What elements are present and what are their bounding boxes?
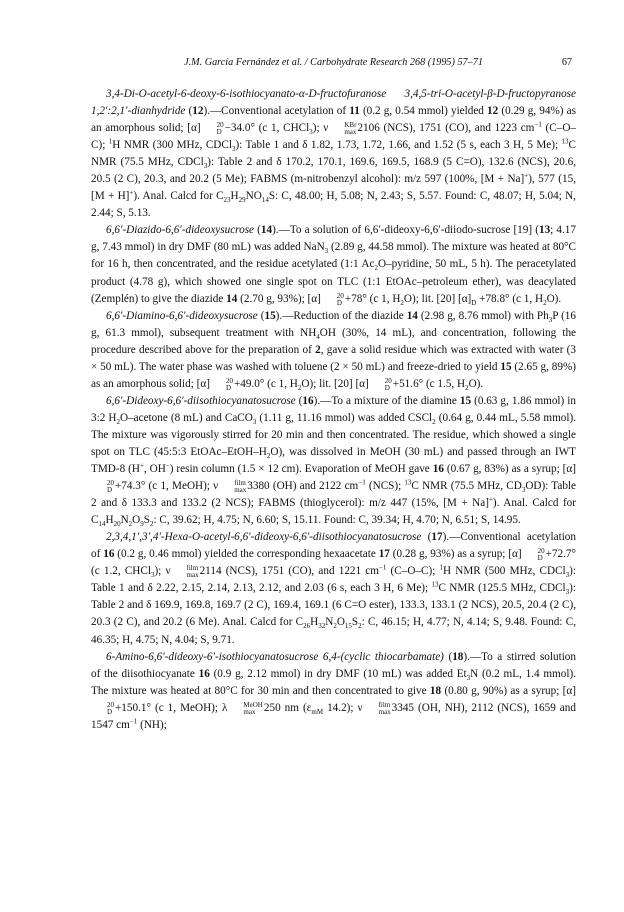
text-run: O — [336, 616, 345, 629]
text-run: 2 — [358, 622, 362, 631]
text-run: 20 — [113, 520, 121, 529]
text-run: O–pyridine, 50 mL, 5 h). The peracetylated product (4.78 g), which showed one single spot on TLC (1:1 EtOAc–petroleum ether), was deacylated (Zemplén) to give the diazide — [91, 258, 576, 305]
text-run: 11 — [349, 105, 360, 118]
text-run: max — [186, 571, 199, 580]
text-run: D — [107, 707, 113, 716]
text-run — [329, 122, 356, 136]
text-run: (C–O–C); — [91, 122, 576, 152]
text-run: +150.1° (c 1, MeOH); λ — [115, 701, 228, 714]
text-run: .—To a mixture of the diamine — [317, 394, 460, 407]
text-run: −34.0° (c 1, CHCl — [224, 122, 310, 135]
text-run: ); ν — [312, 122, 329, 135]
text-run: D — [107, 486, 113, 495]
text-run: 2114 (NCS), 1751 (CO), and 1221 cm — [199, 565, 379, 578]
text-run: −1 — [358, 478, 366, 487]
text-run — [228, 702, 262, 716]
text-run: ): Table 2 and δ 170.2, 170.1, 169.6, 169.5, 168.9 (5 C=O), 132.6 (NCS), 20.6, 20.5 (2 C), 20.3, and 20.2 (5 Me); FABMS (m-nitrobenzyl alcohol): m/z 597 (100%, [M + Na] — [91, 156, 576, 186]
text-run: 14.2); ν — [323, 701, 363, 714]
text-run: (1.11 g, 11.16 mmol) was added CSCl — [256, 411, 433, 424]
running-header — [91, 57, 576, 73]
text-run: N — [120, 514, 129, 527]
text-run: 2 — [116, 418, 120, 427]
text-run: (NCS); — [365, 480, 405, 493]
text-run: max — [234, 486, 247, 495]
text-run: H — [230, 190, 239, 203]
text-run: max — [243, 707, 256, 716]
text-run: ): Table 1 and δ 1.82, 1.73, 1.72, 1.66, and 1.52 (5 s, each 3 H, 5 Me); — [235, 139, 562, 152]
text-run: (0.2 g, 0.54 mmol) yielded — [359, 105, 488, 118]
text-run: +49.0° (c 1, H — [233, 377, 298, 390]
compound-title: 6,6′-Diazido-6,6′-dideoxysucrose — [106, 224, 255, 237]
text-run: ) resin column (1.5 × 12 cm). Evaporation of MeOH gave — [169, 463, 433, 476]
text-run: C NMR (125.5 MHz, CDCl — [438, 582, 566, 595]
text-run: 3 — [521, 486, 526, 495]
text-run: +78° (c 1, H — [344, 292, 401, 305]
text-run: 14 — [98, 520, 106, 529]
text-run: H NMR (300 MHz, CDCl — [112, 139, 232, 152]
text-run: (2.70 g, 93%); [α] — [237, 292, 321, 305]
text-run: OD): Table 2 and δ 133.3 and 133.2 (2 NCS); FABMS (thioglycerol): m/z 447 (15%, [M + Na] — [91, 480, 576, 510]
text-run: (0.64 g, 0.44 mL, 5.58 mmol). The mixture was vigorously stirred for 20 min and then concentrated. The residue, which showed a single spot on TLC (45:5:3 EtOAc–EtOH–H — [91, 411, 576, 458]
text-run: : C, 39.62; H, 4.75; N, 6.60; S, 15.11. Found: C, 39.34; H, 4.70; N, 6.51; S, 14.95. — [153, 514, 521, 527]
text-run: (0.28 g, 93%) as a syrup; [α] — [389, 548, 522, 561]
text-run: (0.2 g, 0.46 mmol) yielded the corresponding hexaacetate — [114, 548, 379, 561]
text-run: KBr — [344, 121, 357, 130]
text-run: .—Conventional acetylation of — [91, 531, 576, 561]
text-run: max — [378, 707, 391, 716]
text-run: D — [336, 298, 342, 307]
text-run: 2 — [432, 418, 436, 427]
text-run: .—To a stirred solution of the diisothiocyanate — [91, 650, 576, 680]
text-run: S — [143, 514, 150, 527]
text-run: H — [310, 616, 319, 629]
text-run — [92, 702, 114, 716]
text-run: 13 — [431, 580, 439, 589]
compound-number: 17 — [431, 531, 443, 544]
compound-title: 2,3,4,1′,3′,4′-Hexa-O-acetyl-6,6′-dideoxy-6,6′-diisothiocyanatosucrose — [106, 531, 422, 544]
text-run: (0.80 g, 90%) as a syrup; [α] — [441, 684, 576, 697]
text-run: 14 — [226, 292, 238, 305]
text-run: 20 — [225, 376, 233, 385]
text-run: 3 — [466, 673, 471, 682]
text-run: − — [165, 461, 170, 470]
text-run: + — [524, 171, 529, 180]
text-run: 3 — [324, 247, 329, 256]
text-run: O); lit. [20] [α] — [301, 377, 369, 390]
text-run: 3 — [309, 128, 313, 137]
text-run: D — [225, 383, 232, 392]
text-run — [211, 378, 233, 392]
text-run: 18 — [429, 684, 442, 697]
text-run: C NMR (75.5 MHz, CDCl — [91, 139, 576, 169]
text-run: 3 — [252, 418, 257, 427]
text-run: ). Anal. Calcd for C — [133, 190, 224, 203]
compound-number: 15 — [264, 309, 276, 322]
text-run: (0.9 g, 2.12 mmol) in dry DMF (10 mL) was added Et — [209, 667, 467, 680]
text-run: 13 — [404, 478, 412, 487]
text-run: 23 — [223, 196, 231, 205]
text-run: ), 577 (15, [M + H] — [91, 173, 576, 203]
text-run: (0.63 g, 1.86 mmol) in 3:2 H — [91, 394, 576, 424]
compound-title: 3,4-Di-O-acetyl-6-deoxy-6-isothiocyanato-α-D-fructofuranose 3,4,5-tri-O-acetyl-β-D-fructopyranose 1,2′:2,1′-dianhydride — [91, 88, 576, 118]
text-run: 2106 (NCS), 1751 (CO), and 1223 cm — [357, 122, 535, 135]
text-run: 2 — [128, 520, 133, 529]
text-run: +51.6° (c 1.5, H — [392, 377, 466, 390]
compound-title: 6,6′-Dideoxy-6,6′-diisothiocyanatosucrose — [106, 394, 296, 407]
compound-number: 12 — [192, 105, 204, 118]
text-run: ). Anal. Calcd for C — [91, 497, 576, 527]
text-run: ; 4.17 g, 7.43 mmol) in dry DMF (80 mL) was added NaN — [91, 224, 576, 254]
text-run: (2.98 g, 8.76 mmol) with Ph — [417, 309, 549, 322]
text-run: 20 — [537, 547, 545, 556]
text-run — [322, 293, 344, 307]
text-run: 9 — [140, 520, 144, 529]
text-run: ): Table 1 and δ 2.22, 2.15, 2.14, 2.13, 2.12, and 2.03 (6 s, each 3 H, 6 Me); — [91, 565, 576, 595]
text-run: N (0.2 mL, 1.4 mmol). The mixture was heated at 80°C for 30 min and then concentrated to give — [91, 667, 576, 697]
text-run: 20 — [216, 121, 224, 130]
text-run: 12 — [487, 105, 499, 118]
text-run: 13 — [538, 224, 551, 237]
text-run — [523, 548, 545, 562]
text-run: 1 — [108, 137, 113, 146]
text-run: 13 — [561, 137, 569, 146]
text-run: 3 — [565, 571, 570, 580]
text-run: mM — [311, 707, 324, 716]
text-run: O–acetone (8 mL) and CaCO — [119, 411, 253, 424]
text-run: 15 — [344, 622, 352, 631]
text-run: 16 — [198, 667, 210, 680]
text-run: 2 — [543, 298, 547, 307]
text-run: 3 — [565, 588, 570, 597]
text-run: O). — [546, 292, 562, 305]
text-run: D — [471, 298, 477, 307]
text-run: 2 — [374, 264, 378, 273]
text-run: 14 — [261, 196, 269, 205]
text-run: O), was dissolved in MeOH (30 mL) and passed through an IWT TMD-8 (H — [91, 445, 576, 476]
text-run: .—Conventional acetylation of — [207, 105, 350, 118]
text-run: 15 — [500, 360, 512, 373]
text-run: 4 — [316, 332, 320, 341]
text-run: 2 — [297, 384, 302, 393]
text-run: N — [325, 616, 334, 629]
text-run: (NH); — [137, 718, 167, 731]
text-run — [172, 565, 199, 579]
text-run: −1 — [129, 717, 138, 725]
text-run: ): Table 2 and δ 169.9, 169.8, 169.7 (2 C), 169.4, 169.1 (6 C=O ester), 133.3, 133.1 (2 NCS), 20.5, 20.4 (2 C), 20.3 (2 C), and 20.2 (6 Me). Anal. Calcd for C — [91, 582, 576, 629]
experimental-text — [91, 86, 576, 734]
paragraph-compound-12: 3,4-Di-O-acetyl-6-deoxy-6-isothiocyanato-α-D-fructofuranose 3,4,5-tri-O-acetyl-β-D-fructopyranose 1,2′:2,1′-dianhydride (12).—Conventional acetylation of 11 (0.2 g, 0.54 mmol) yielded 12 (0.29 g, 94%) as an amorphous solid; [α] 20 D −34.0° (c 1, CHCl$_3$); ν KBr max 2106 (NCS), 1751 (CO), and 1223 $cm^{-1}$ (C–O–C); $^1$H NMR (300 MHz, CDCl$_3$): Table 1 and δ 1.82, 1.73, 1.72, 1.66, and 1.52 (5 s, each 3 H, 5 Me); $^{13}$C NMR (75.5 MHz, CDCl$_3$): Table 2 and δ 170.2, 170.1, 169.6, 169.5, 168.9 (5 C=O), 132.6 (NCS), 20.6, 20.5 (2 C), 20.3, and 20.2 (5 Me); FABMS (m-nitrobenzyl alcohol): m/z 597 (100%, [M + Na]+), 577 (15, [M + H]+). Anal. Calcd for $C_{23}H_{29}NO_{14}S$: C, 48.00; H, 5.08; N, 2.43; S, 5.57. Found: C, 48.07; H, 5.04; N, 2.44; S, 5.13. — [91, 88, 576, 220]
compound-number: 16 — [302, 394, 314, 407]
text-run: O); lit. [20] [α] — [403, 292, 472, 305]
text-run: 3 — [231, 145, 236, 154]
paragraph-compound-18: 6-Amino-6,6′-dideoxy-6′-isothiocyanatosucrose 6,4-(cyclic thiocarbamate) (18).—To a stirred solution of the diisothiocyanate 16 (0.9 g, 2.12 mmol) in dry DMF (10 mL) was added $Et_3N$ (0.2 mL, 1.4 mmol). The mixture was heated at 80°C for 30 min and then concentrated to give 18 (0.80 g, 90%) as a syrup; [α] 20 D +150.1° (c 1, MeOH); λ MeOH max 250 nm ($\varepsilon_{mM}$ 14.2); ν film max 3345 (OH, NH), 2112 (NCS), 1659 and 1547 $cm^{-1}$ (NH); — [91, 650, 576, 731]
compound-number: 14 — [260, 224, 273, 237]
text-run: 26 — [303, 622, 311, 631]
text-run: 2 — [266, 452, 271, 461]
text-run: 2 — [315, 343, 321, 356]
paragraph-compound-14: 6,6′-Diazido-6,6′-dideoxysucrose (14).—To a solution of 6,6′-dideoxy-6,6′-diiodo-sucrose [19] (13; 4.17 g, 7.43 mmol) in dry DMF (80 mL) was added NaN$_3$ (2.89 g, 44.58 mmol). The mixture was heated at 80°C for 16 h, then concentrated, and the residue acetylated (1:1 $Ac_2O$–pyridine, 50 mL, 5 h). The peracetylated product (4.78 g), which showed one single spot on TLC (1:1 EtOAc–petroleum ether), was deacylated (Zemplén) to give the diazide 14 (2.70 g, 93%); [α] 20 D +78° (c 1, $H_2O$); lit. [20] $[\alpha]_D +78.8^\circ$ (c 1, $H_2O$). — [91, 224, 576, 307]
text-run: film — [186, 564, 199, 573]
text-run: 3 — [548, 315, 553, 324]
compound-number: 18 — [452, 650, 464, 663]
paragraph-compound-16: 6,6′-Dideoxy-6,6′-diisothiocyanatosucrose (16).—To a mixture of the diamine 15 (0.63 g, 1.86 mmol) in 3:2 $H_2O$–acetone (8 mL) and CaCO$_3$ (1.11 g, 11.16 mmol) was added CSCl$_2$ (0.64 g, 0.44 mL, 5.58 mmol). The mixture was vigorously stirred for 20 min and then concentrated. The residue, which showed a single spot on TLC (45:5:3 EtOAc–$EtOH-H_2O$), was dissolved in MeOH (30 mL) and passed through an IWT TMD-8 (H+, OH−) resin column (1.5 × 12 cm). Evaporation of MeOH gave 16 (0.67 g, 83%) as a syrup; [α] 20 D +74.3° (c 1, MeOH); ν film max 3380 (OH) and 2122 $cm^{-1}$ (NCS); $^{13}$C NMR (75.5 MHz, $CD_3OD$): Table 2 and δ 133.3 and 133.2 (2 NCS); FABMS (thioglycerol): m/z 447 (15%, [M + Na]+). Anal. Calcd for $C_{14}H_{20}N_2O_9S_2$: C, 39.62; H, 4.75; N, 6.60; S, 15.11. Found: C, 39.34; H, 4.70; N, 6.51; S, 14.95. — [91, 394, 576, 529]
text-run: NO — [245, 190, 262, 203]
text-run: C NMR (75.5 MHz, CD — [411, 480, 522, 493]
text-run: : C, 46.15; H, 4.77; N, 4.14; S, 9.48. Found: C, 46.35; H, 4.75; N, 4.04; S, 9.71. — [91, 616, 576, 646]
text-run: 3 — [150, 571, 155, 580]
text-run: 15 — [459, 394, 472, 407]
text-run: O — [132, 514, 141, 527]
text-run: + — [488, 495, 493, 504]
text-run — [92, 480, 114, 494]
text-run: H NMR (500 MHz, CDCl — [442, 565, 566, 578]
text-run: 29 — [238, 196, 246, 205]
text-run: + — [129, 188, 134, 197]
text-run: , OH — [143, 463, 166, 476]
text-run: max — [344, 128, 357, 137]
text-run: D — [537, 554, 543, 563]
text-run: (C–O–C); — [386, 565, 440, 578]
text-run: (2.89 g, 44.58 mmol). The mixture was heated at 80°C for 16 h, then concentrated, and the residue acetylated (1:1 Ac — [91, 241, 576, 271]
text-run — [370, 378, 392, 392]
text-run: 20 — [336, 291, 344, 300]
text-run: 20 — [107, 700, 114, 709]
paragraph-compound-17: 2,3,4,1′,3′,4′-Hexa-O-acetyl-6,6′-dideoxy-6,6′-diisothiocyanatosucrose (17).—Conventional acetylation of 16 (0.2 g, 0.46 mmol) yielded the corresponding hexaacetate 17 (0.28 g, 93%) as a syrup; [α] 20 D +72.7° (c 1.2, CHCl$_3$); ν film max 2114 (NCS), 1751 (CO), and 1221 $cm^{-1}$ (C–O–C); $^1$H NMR (500 MHz, CDCl$_3$): Table 1 and δ 2.22, 2.15, 2.14, 2.13, 2.12, and 2.03 (6 s, each 3 H, 6 Me); $^{13}$C NMR (125.5 MHz, CDCl$_3$): Table 2 and δ 169.9, 169.8, 169.7 (2 C), 169.4, 169.1 (6 C=O ester), 133.3, 133.1 (2 NCS), 20.5, 20.4 (2 C), 20.3 (2 C), and 20.2 (6 Me). Anal. Calcd for $C_{26}H_{32}N_2O_{15}S_2$: C, 46.15; H, 4.77; N, 4.14; S, 9.48. Found: C, 46.35; H, 4.75; N, 4.04; S, 9.71. — [91, 531, 576, 646]
text-run: 2 — [465, 384, 469, 393]
text-run: H — [105, 514, 114, 527]
text-run: 17 — [378, 548, 390, 561]
text-run: .—To a solution of 6,6′-dideoxy-6,6′-diiodo-sucrose [19] ( — [275, 224, 539, 237]
text-run: O). — [468, 377, 484, 390]
text-run — [219, 480, 246, 494]
text-run: + — [139, 461, 144, 470]
text-run: OH (30%, 14 mL), and concentration, following the procedure described above for the preparation of — [91, 326, 577, 356]
text-run: 32 — [318, 622, 326, 631]
text-run: +72.7° (c 1.2, CHCl — [91, 548, 576, 578]
text-run: (2.65 g, 89%) as an amorphous solid; [α] — [91, 360, 576, 390]
text-run: 20 — [107, 479, 114, 488]
journal-citation: J.M. García Fernández et al. / Carbohydrate Research 268 (1995) 57–71 — [184, 57, 483, 68]
text-run: −1 — [534, 120, 542, 129]
text-run — [202, 122, 224, 136]
text-run: 2 — [400, 298, 404, 307]
text-run: D — [384, 383, 390, 392]
text-run: S — [351, 616, 359, 629]
paragraph-compound-15: 6,6′-Diamino-6,6′-dideoxysucrose (15).—Reduction of the diazide 14 (2.98 g, 8.76 mmol) with $Ph_3P$ (16 g, 61.3 mmol), subsequent treatment with $NH_4OH$ (30%, 14 mL), and concentration, following the procedure described above for the preparation of 2, gave a solid residue which was extracted with water (3 × 50 mL). The water phase was washed with toluene (2 × 50 mL) and freeze-dried to yield 15 (2.65 g, 89%) as an amorphous solid; [α] 20 D +49.0° (c 1, $H_2O$); lit. [20] [α] 20 D +51.6° (c 1.5, $H_2O$). — [91, 309, 577, 393]
text-run: 20 — [384, 376, 392, 385]
text-run: 2 — [333, 622, 337, 631]
compound-title: 6,6′-Diamino-6,6′-dideoxysucrose — [106, 309, 258, 322]
text-run: 3345 (OH, NH), 2112 (NCS), 1659 and 1547 cm — [91, 701, 576, 731]
text-run: S: C, 48.00; H, 5.08; N, 2.43; S, 5.57. Found: C, 48.07; H, 5.04; N, 2.44; S, 5.13. — [91, 190, 576, 220]
text-run: 14 — [406, 309, 418, 322]
text-run: 2 — [149, 520, 154, 529]
text-run: 16 — [432, 463, 444, 476]
text-run: P (16 g, 61.3 mmol), subsequent treatment with NH — [91, 309, 576, 339]
page-number: 67 — [561, 57, 572, 68]
text-run: 3380 (OH) and 2122 cm — [247, 480, 359, 493]
text-run: ); ν — [154, 565, 171, 578]
text-run: +78.8° (c 1, H — [479, 292, 544, 305]
text-run: MeOH — [243, 700, 263, 709]
text-run: film — [378, 700, 391, 709]
text-run: 250 nm (ε — [263, 701, 312, 714]
text-run: (0.67 g, 83%) as a syrup; [α] — [443, 463, 576, 476]
text-run: .—Reduction of the diazide — [279, 309, 407, 322]
text-run — [364, 702, 391, 716]
text-run: 3 — [203, 162, 208, 171]
text-run: 1 — [439, 563, 443, 572]
text-run: D — [216, 128, 222, 137]
text-run: film — [234, 479, 246, 488]
text-run: +74.3° (c 1, MeOH); ν — [115, 480, 219, 493]
text-run: −1 — [378, 563, 387, 572]
text-run: (0.29 g, 94%) as an amorphous solid; [α] — [91, 105, 576, 135]
text-run: 16 — [103, 548, 115, 561]
text-run: , gave a solid residue which was extracted with water (3 × 50 mL). The water phase was washed with toluene (2 × 50 mL) and freeze-dried to yield — [91, 343, 576, 373]
compound-title: 6-Amino-6,6′-dideoxy-6′-isothiocyanatosucrose 6,4-(cyclic thiocarbamate) — [106, 650, 444, 663]
